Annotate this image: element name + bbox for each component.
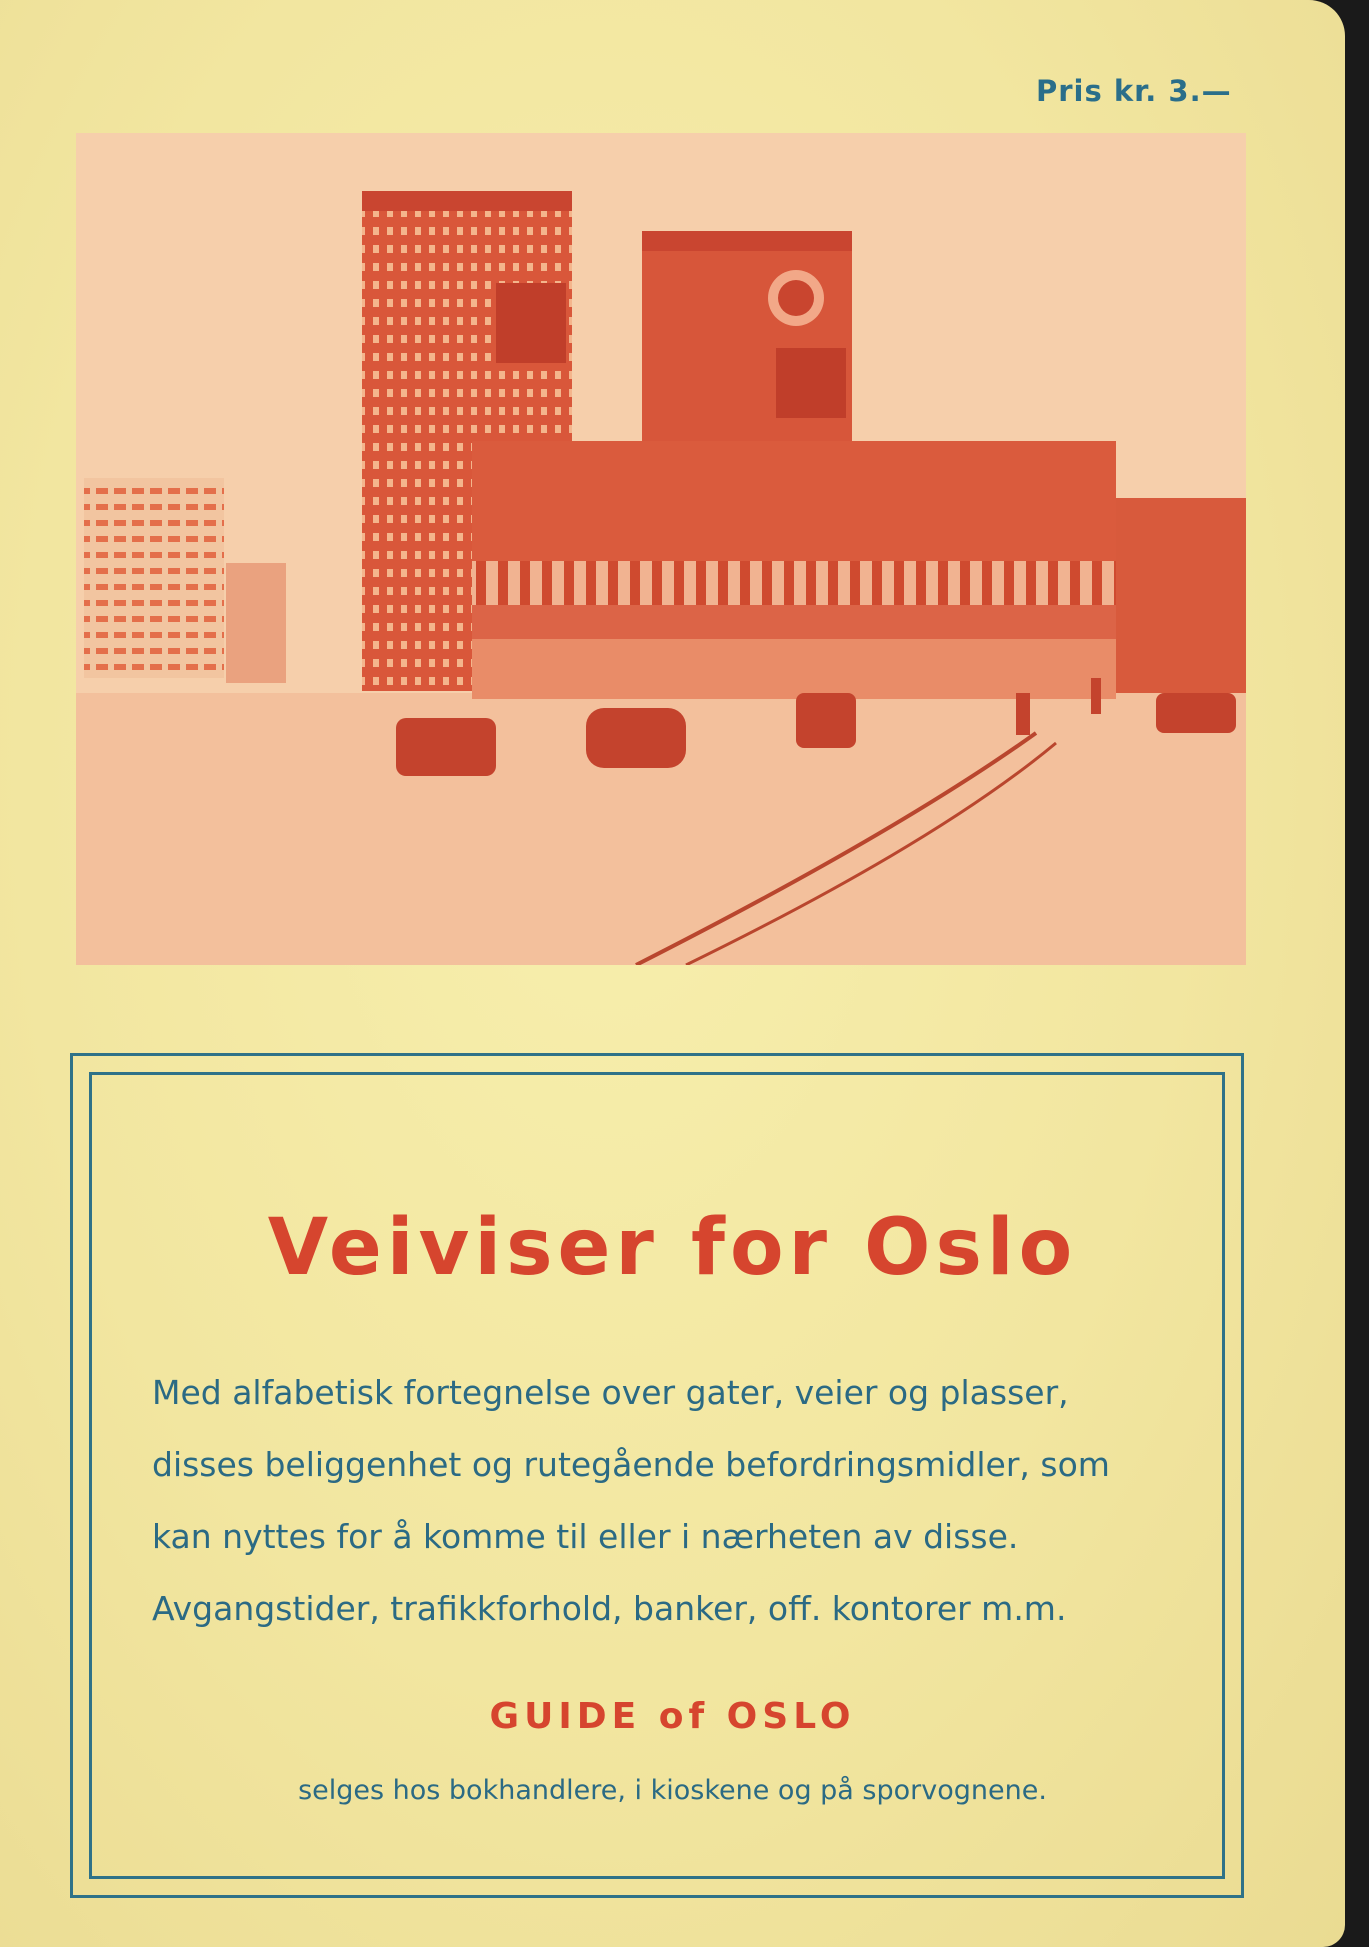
sold-line: selges hos bokhandlere, i kioskene og på sporvognene. <box>298 1775 1047 1806</box>
price-label: Pris kr. 3.— <box>1036 74 1232 108</box>
description-line: disses beliggenhet og rutegående befordringsmidler, som <box>152 1445 1110 1484</box>
description <box>152 1357 1192 1645</box>
description-line: Avgangstider, trafikkforhold, banker, off. kontorer m.m. <box>152 1589 1067 1628</box>
description-line: Med alfabetisk fortegnelse over gater, veier og plasser, <box>152 1373 1069 1412</box>
cover-title: Veiviser for Oslo <box>267 1203 1078 1293</box>
city-hall-photo <box>76 133 1246 965</box>
description-line: kan nyttes for å komme til eller i nærheten av disse. <box>152 1517 1019 1556</box>
guide-heading: GUIDE of OSLO <box>489 1696 856 1737</box>
